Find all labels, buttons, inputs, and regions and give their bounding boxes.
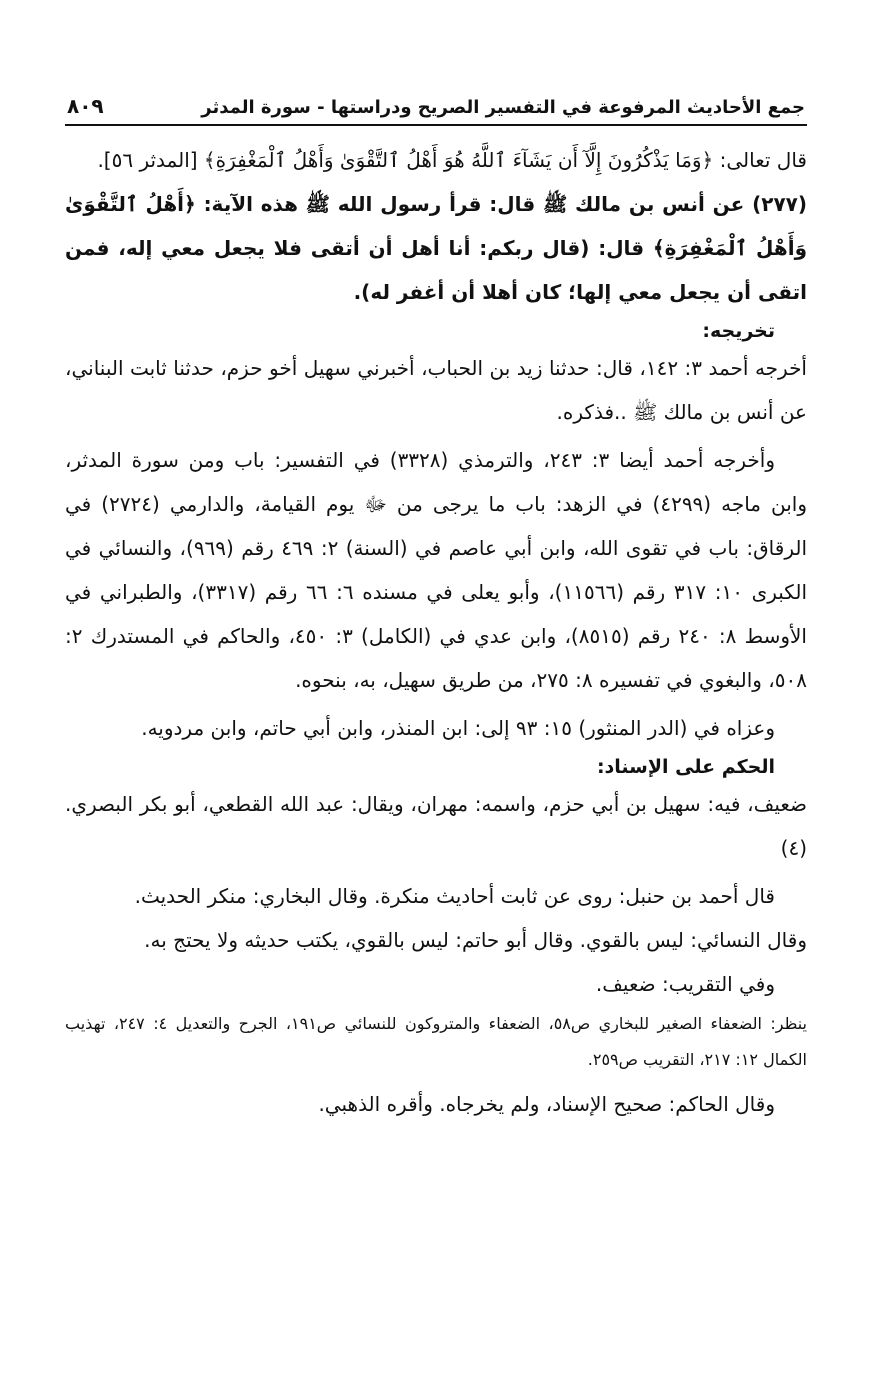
hadith-text: (٢٧٧) عن أنس بن مالك ﷺ قال: قرأ رسول الله ﷺ هذه الآية: ﴿أَهْلُ ٱلتَّقْوَىٰ وَأَهْلُ ٱلْمَغْفِرَةِ﴾ قال: (قال ربكم: أنا أهل أن أتقى فلا يجعل معي إله، فمن اتقى أن يجعل معي إلها؛ كان أهلا أن أغفر له). xyxy=(65,192,807,304)
takhrij-paragraph-1: أخرجه أحمد ٣: ١٤٢، قال: حدثنا زيد بن الحباب، أخبرني سهيل أخو حزم، حدثنا ثابت البناني، عن أنس بن مالك ﷺ ..فذكره. xyxy=(65,356,807,424)
verse-intro: قال تعالى: ﴿وَمَا يَذْكُرُونَ إِلَّآ أَن يَشَآءَ ٱللَّهُ هُوَ أَهْلُ ٱلتَّقْوَىٰ وَأَهْلُ ٱلْمَغْفِرَةِ﴾ [المدثر ٥٦]. xyxy=(97,148,807,172)
header-title: جمع الأحاديث المرفوعة في التفسير الصريح ودراستها - سورة المدثر xyxy=(201,97,805,118)
takhrij-paragraph-2: وأخرجه أحمد أيضا ٣: ٢٤٣، والترمذي (٣٣٢٨) في التفسير: باب ومن سورة المدثر، وابن ماجه (٤٢٩٩) في الزهد: باب ما يرجى من ﷻ يوم القيامة، والدارمي (٢٧٢٤) في الرقاق: باب في تقوى الله، وابن أبي عاصم في (السنة) ٢: ٤٦٩ رقم (٩٦٩)، والنسائي في الكبرى ١٠: ٣١٧ رقم (١١٥٦٦)، وأبو يعلى في مسنده ٦: ٦٦ رقم (٣٣١٧)، والطبراني في الأوسط ٨: ٢٤٠ رقم (٨٥١٥)، وابن عدي في (الكامل) ٣: ٤٥٠، والحاكم في المستدرك ٢: ٥٠٨، والبغوي في تفسيره ٨: ٢٧٥، من طريق سهيل، به، بنحوه. xyxy=(65,448,808,692)
takhrij-heading: تخريجه: xyxy=(702,320,775,342)
hukm-heading: الحكم على الإسناد: xyxy=(596,756,775,778)
hukm-paragraph-2: قال أحمد بن حنبل: روى عن ثابت أحاديث منكرة. وقال البخاري: منكر الحديث. xyxy=(134,884,775,908)
page-number: ٨٠٩ xyxy=(67,94,104,118)
takhrij-paragraph-3: وعزاه في (الدر المنثور) ١٥: ٩٣ إلى: ابن المنذر، وابن أبي حاتم، وابن مردويه. xyxy=(141,716,775,740)
hukm-paragraph-1: ضعيف، فيه: سهيل بن أبي حزم، واسمه: مهران، ويقال: عبد الله القطعي، أبو بكر البصري.(٤) xyxy=(65,792,807,860)
running-header xyxy=(65,94,807,126)
references-footnote: ينظر: الضعفاء الصغير للبخاري ص٥٨، الضعفاء والمتروكون للنسائي ص١٩١، الجرح والتعديل ٤: ٢٤٧، تهذيب الكمال ١٢: ٢١٧، التقريب ص٢٥٩. xyxy=(65,1014,807,1069)
hukm-paragraph-3: وقال النسائي: ليس بالقوي. وقال أبو حاتم: ليس بالقوي، يكتب حديثه ولا يحتج به. xyxy=(144,928,807,952)
hukm-paragraph-4: وفي التقريب: ضعيف. xyxy=(595,972,775,996)
hukm-paragraph-5: وقال الحاكم: صحيح الإسناد، ولم يخرجاه. وأقره الذهبي. xyxy=(318,1092,775,1116)
